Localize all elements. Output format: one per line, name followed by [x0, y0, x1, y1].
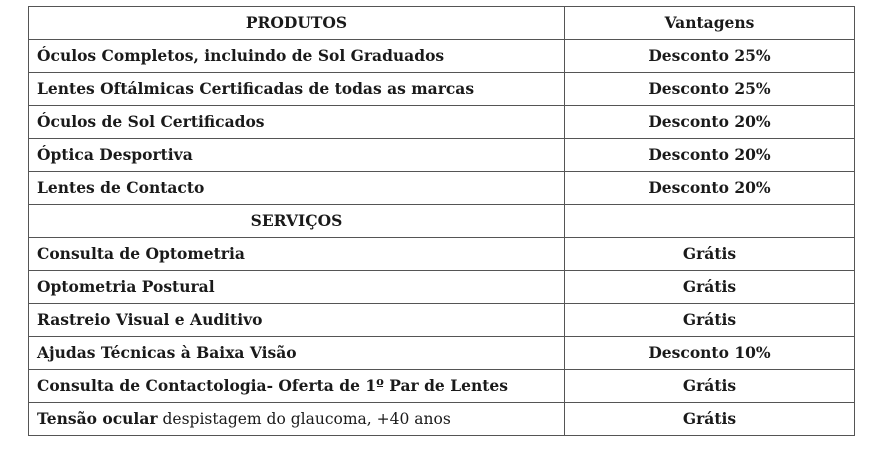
table-row — [29, 73, 855, 106]
service-name: Consulta de Contactologia- Oferta de 1º Par de Lentes — [29, 370, 565, 403]
product-name: Lentes Oftálmicas Certificadas de todas as marcas — [29, 73, 565, 106]
table-row — [29, 403, 855, 436]
service-name: Consulta de Optometria — [29, 238, 565, 271]
product-name: Óptica Desportiva — [29, 139, 565, 172]
service-benefit: Grátis — [565, 238, 855, 271]
service-name: Ajudas Técnicas à Baixa Visão — [29, 337, 565, 370]
table-row — [29, 106, 855, 139]
services-header: SERVIÇOS — [29, 205, 565, 238]
service-benefit: Desconto 10% — [565, 337, 855, 370]
service-benefit: Grátis — [565, 403, 855, 436]
product-name: Óculos de Sol Certificados — [29, 106, 565, 139]
benefits-header: Vantagens — [565, 7, 855, 40]
table-row — [29, 304, 855, 337]
table-row — [29, 370, 855, 403]
product-benefit: Desconto 20% — [565, 172, 855, 205]
service-name: Rastreio Visual e Auditivo — [29, 304, 565, 337]
service-name — [29, 403, 565, 436]
services-header-row — [29, 205, 855, 238]
products-header: PRODUTOS — [29, 7, 565, 40]
benefits-table — [28, 6, 855, 436]
service-benefit: Grátis — [565, 304, 855, 337]
product-name: Óculos Completos, incluindo de Sol Graduados — [29, 40, 565, 73]
product-benefit: Desconto 20% — [565, 106, 855, 139]
table-row — [29, 238, 855, 271]
product-name: Lentes de Contacto — [29, 172, 565, 205]
product-benefit: Desconto 20% — [565, 139, 855, 172]
service-name-bold: Tensão ocular — [37, 409, 158, 428]
product-benefit: Desconto 25% — [565, 73, 855, 106]
table-header-row — [29, 7, 855, 40]
table-row — [29, 139, 855, 172]
service-name: Optometria Postural — [29, 271, 565, 304]
product-benefit: Desconto 25% — [565, 40, 855, 73]
service-benefit: Grátis — [565, 370, 855, 403]
service-name-detail: despistagem do glaucoma, +40 anos — [157, 410, 451, 428]
table-row — [29, 172, 855, 205]
table-row — [29, 337, 855, 370]
table-row — [29, 271, 855, 304]
table-row — [29, 40, 855, 73]
empty-cell — [565, 205, 855, 238]
service-benefit: Grátis — [565, 271, 855, 304]
